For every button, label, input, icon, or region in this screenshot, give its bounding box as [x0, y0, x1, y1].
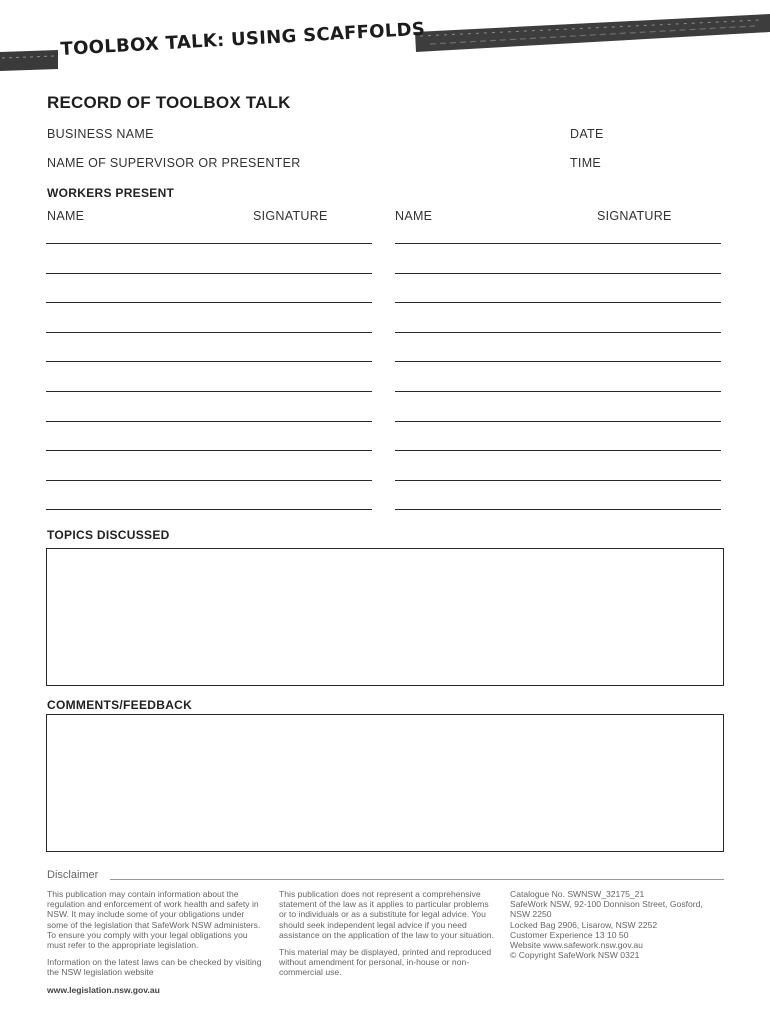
time-label: TIME: [570, 156, 602, 170]
copyright-notice: © Copyright SafeWork NSW 0321: [510, 950, 640, 961]
disclaimer-col-3: [510, 889, 720, 960]
worker-line-left[interactable]: [46, 302, 372, 303]
worker-line-right[interactable]: [395, 361, 721, 362]
worker-line-right[interactable]: [395, 302, 721, 303]
worker-line-left[interactable]: [46, 332, 372, 333]
date-label: DATE: [570, 127, 604, 141]
worker-line-right[interactable]: [395, 391, 721, 392]
safework-address: SafeWork NSW, 92-100 Donnison Street, Gosford, NSW 2250: [510, 899, 703, 920]
legislation-link[interactable]: www.legislation.nsw.gov.au: [47, 984, 160, 995]
disclaimer-col1-para1: This publication may contain information about the regulation and enforcement of work health and safety in NSW. It may include some of your obligations under some of the legislation that SafeWork NSW administers. To ensure you comply with your legal obligations you must refer to the appropriate legislation.: [47, 889, 261, 951]
worker-line-right[interactable]: [395, 450, 721, 451]
comments-box[interactable]: [46, 714, 724, 852]
title-banner: [0, 6, 770, 76]
disclaimer-col2-para2: This material may be displayed, printed and reproduced without amendment for personal, in-house or non-commercial use.: [279, 947, 492, 978]
worker-line-left[interactable]: [46, 361, 372, 362]
worker-line-right[interactable]: [395, 273, 721, 274]
worker-line-right[interactable]: [395, 243, 721, 244]
worker-line-left[interactable]: [46, 421, 372, 422]
worker-line-left[interactable]: [46, 243, 372, 244]
worker-line-left[interactable]: [46, 480, 372, 481]
record-heading: RECORD OF TOOLBOX TALK: [47, 93, 291, 112]
worker-line-left[interactable]: [46, 509, 372, 510]
topics-box[interactable]: [46, 548, 724, 686]
disclaimer-col-1: [47, 889, 263, 1002]
worker-line-right[interactable]: [395, 421, 721, 422]
worker-line-right[interactable]: [395, 332, 721, 333]
col-signature-right: SIGNATURE: [597, 209, 672, 223]
worker-line-left[interactable]: [46, 450, 372, 451]
customer-experience-phone: Customer Experience 13 10 50: [510, 929, 629, 940]
col-name-left: NAME: [47, 209, 85, 223]
business-name-label: BUSINESS NAME: [47, 127, 154, 141]
supervisor-label: NAME OF SUPERVISOR OR PRESENTER: [47, 156, 301, 170]
disclaimer-col-2: [279, 889, 495, 985]
disclaimer-divider: [110, 879, 724, 880]
safework-website: Website www.safework.nsw.gov.au: [510, 940, 643, 951]
disclaimer-col1-para2: Information on the latest laws can be checked by visiting the NSW legislation website: [47, 957, 262, 978]
topics-heading: TOPICS DISCUSSED: [47, 528, 170, 542]
disclaimer-col2-para1: This publication does not represent a comprehensive statement of the law as it applies to particular problems or to individuals or as a substitute for legal advice. You should seek independent legal advice if you need assistance on the application of the law to your situation.: [279, 889, 494, 940]
col-name-right: NAME: [395, 209, 433, 223]
worker-line-left[interactable]: [46, 391, 372, 392]
worker-line-right[interactable]: [395, 509, 721, 510]
banner-title: TOOLBOX TALK: USING SCAFFOLDS: [60, 18, 426, 60]
col-signature-left: SIGNATURE: [253, 209, 328, 223]
comments-heading: COMMENTS/FEEDBACK: [47, 698, 193, 712]
workers-heading: WORKERS PRESENT: [47, 186, 175, 200]
worker-line-left[interactable]: [46, 273, 372, 274]
locked-bag-address: Locked Bag 2906, Lisarow, NSW 2252: [510, 919, 658, 930]
worker-line-right[interactable]: [395, 480, 721, 481]
catalogue-number: Catalogue No. SWNSW_32175_21: [510, 889, 645, 899]
disclaimer-title: Disclaimer: [47, 869, 99, 881]
